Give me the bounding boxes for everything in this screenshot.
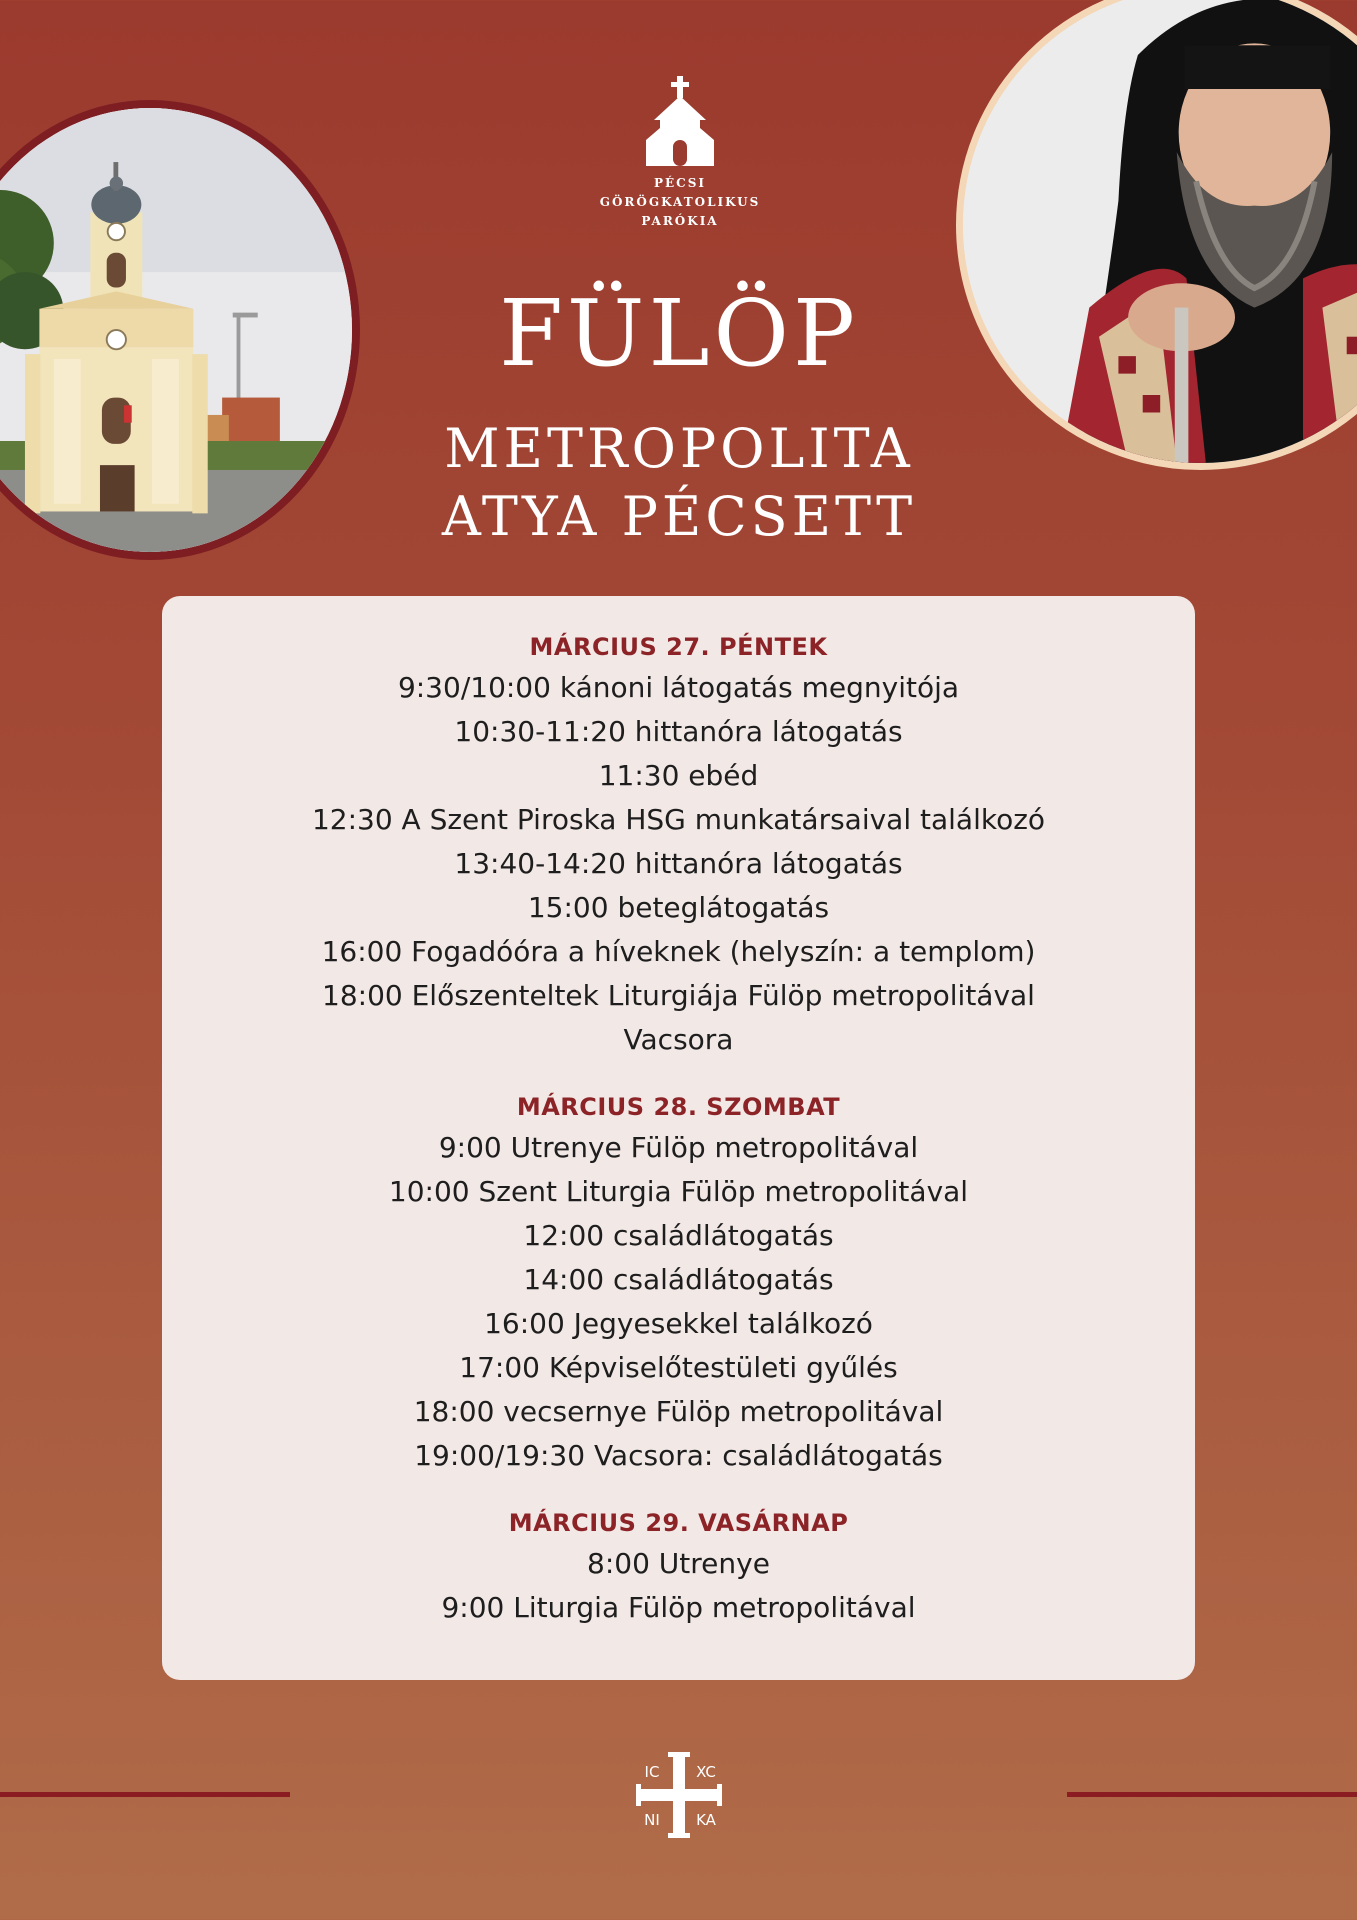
parish-logo (560, 74, 800, 231)
schedule-item: 10:30-11:20 hittanóra látogatás (454, 715, 903, 748)
schedule-item: 16:00 Jegyesekkel találkozó (484, 1307, 873, 1340)
schedule-item: 19:00/19:30 Vacsora: családlátogatás (414, 1439, 943, 1472)
schedule-item: 9:00 Liturgia Fülöp metropolitával (441, 1591, 916, 1624)
schedule-card (162, 596, 1195, 1680)
day-title: MÁRCIUS 29. VASÁRNAP (508, 1509, 849, 1537)
cross-letters-ni: NI (644, 1811, 660, 1829)
schedule-item: 18:00 vecsernye Fülöp metropolitával (413, 1395, 944, 1428)
schedule-item: 9:30/10:00 kánoni látogatás megnyitója (397, 671, 960, 704)
schedule-item: 18:00 Előszenteltek Liturgiája Fülöp metropolitával (322, 979, 1035, 1012)
day-title: MÁRCIUS 27. PÉNTEK (529, 633, 828, 661)
schedule-item: 10:00 Szent Liturgia Fülöp metropolitával (388, 1175, 969, 1208)
logo-line-2: GÖRÖGKATOLIKUS (599, 195, 761, 209)
day-title: MÁRCIUS 28. SZOMBAT (516, 1093, 841, 1121)
cross-letters-ic: IC (644, 1763, 660, 1781)
schedule-item: 13:40-14:20 hittanóra látogatás (454, 847, 903, 880)
subtitle-line-2: ATYA PÉCSETT (441, 485, 917, 548)
logo-line-3: PARÓKIA (641, 214, 719, 228)
logo-line-1: PÉCSI (654, 176, 706, 190)
schedule-item: 9:00 Utrenye Fülöp metropolitával (438, 1131, 919, 1164)
schedule-item: 11:30 ebéd (598, 759, 759, 792)
cross-letters-xc: XC (696, 1763, 716, 1781)
schedule-item: 8:00 Utrenye (587, 1547, 770, 1580)
day-section-saturday (162, 1092, 1195, 1478)
ic-xc-ni-ka-cross-icon (632, 1748, 726, 1842)
schedule-item: 17:00 Képviselőtestületi gyűlés (459, 1351, 898, 1384)
decorative-line-left (0, 1792, 290, 1797)
schedule-item: 14:00 családlátogatás (523, 1263, 834, 1296)
cross-letters-ka: KA (696, 1811, 716, 1829)
schedule-item: 12:30 A Szent Piroska HSG munkatársaival találkozó (311, 803, 1046, 836)
decorative-line-right (1067, 1792, 1357, 1797)
schedule-item: 15:00 beteglátogatás (527, 891, 830, 924)
page-title: FÜLÖP (499, 280, 859, 387)
day-section-sunday (162, 1508, 1195, 1630)
church-logo-icon (640, 74, 720, 168)
metropolitan-portrait (956, 0, 1357, 470)
day-section-friday (162, 632, 1195, 1062)
subtitle-line-1: METROPOLITA (444, 417, 914, 480)
schedule-item: 16:00 Fogadóóra a híveknek (helyszín: a templom) (321, 935, 1036, 968)
schedule-item: Vacsora (623, 1023, 734, 1056)
schedule-item: 12:00 családlátogatás (523, 1219, 834, 1252)
